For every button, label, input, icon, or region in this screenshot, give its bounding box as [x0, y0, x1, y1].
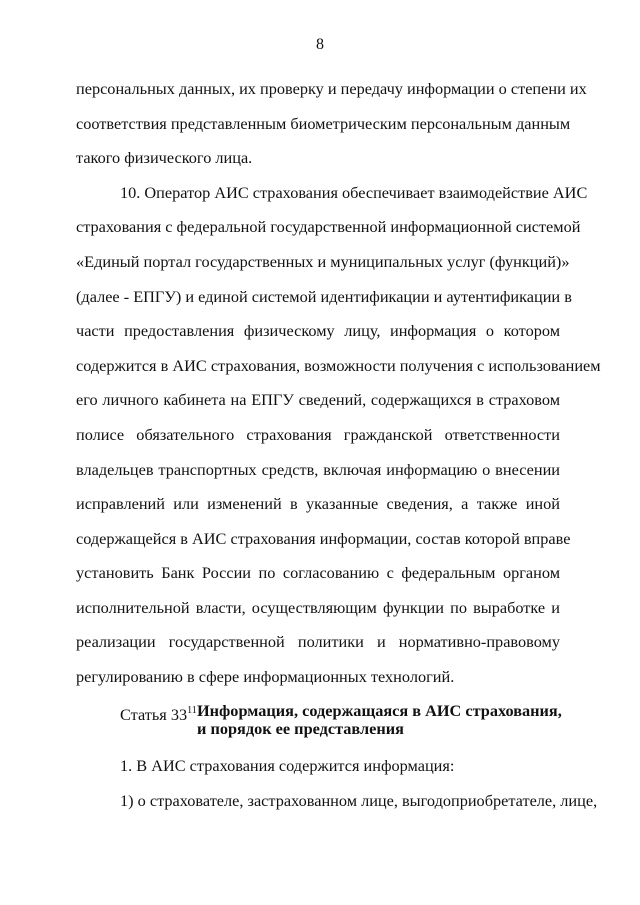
page-number: 8 — [316, 36, 324, 53]
text-line: реализации государственной политики и нормативно-правовому — [76, 632, 560, 651]
text-line: 1) о страхователе, застрахованном лице, выгодоприобретателе, лице, — [120, 791, 598, 810]
text-line: содержащейся в АИС страхования информации, состав которой вправе — [76, 529, 571, 548]
text-line: такого физического лица. — [76, 148, 253, 167]
text-line: 1. В АИС страхования содержится информация: — [120, 756, 455, 775]
article-title-line-1: Информация, содержащаяся в АИС страхования, — [197, 701, 562, 720]
text-line: владельцев транспортных средств, включая информацию о внесении — [76, 460, 560, 479]
article-superscript: 11 — [187, 705, 197, 716]
text-line: «Единый портал государственных и муниципальных услуг (функций)» — [76, 252, 570, 271]
article-label — [120, 702, 197, 724]
text-line: исполнительной власти, осуществляющим функции по выработке и — [76, 598, 560, 617]
text-line: исправлений или изменений в указанные сведения, а также иной — [76, 494, 560, 513]
article-label-text: Статья 33 — [120, 705, 188, 724]
article-title-line-2: и порядок ее представления — [197, 719, 404, 738]
text-line: части предоставления физическому лицу, информация о котором — [76, 321, 560, 340]
text-line: установить Банк России по согласованию с федеральным органом — [76, 563, 560, 582]
text-line: полисе обязательного страхования гражданской ответственности — [76, 425, 560, 444]
text-line: соответствия представленным биометрическим персональным данным — [76, 114, 571, 133]
text-line: регулированию в сфере информационных технологий. — [76, 667, 455, 686]
text-line: 10. Оператор АИС страхования обеспечивает взаимодействие АИС — [120, 183, 588, 202]
text-line: содержится в АИС страхования, возможности получения с использованием — [76, 356, 601, 375]
text-line: его личного кабинета на ЕПГУ сведений, содержащихся в страховом — [76, 390, 560, 409]
text-line: персональных данных, их проверку и передачу информации о степени их — [76, 79, 587, 98]
text-line: страхования с федеральной государственной информационной системой — [76, 217, 581, 236]
text-line: (далее - ЕПГУ) и единой системой идентификации и аутентификации в — [76, 287, 572, 306]
